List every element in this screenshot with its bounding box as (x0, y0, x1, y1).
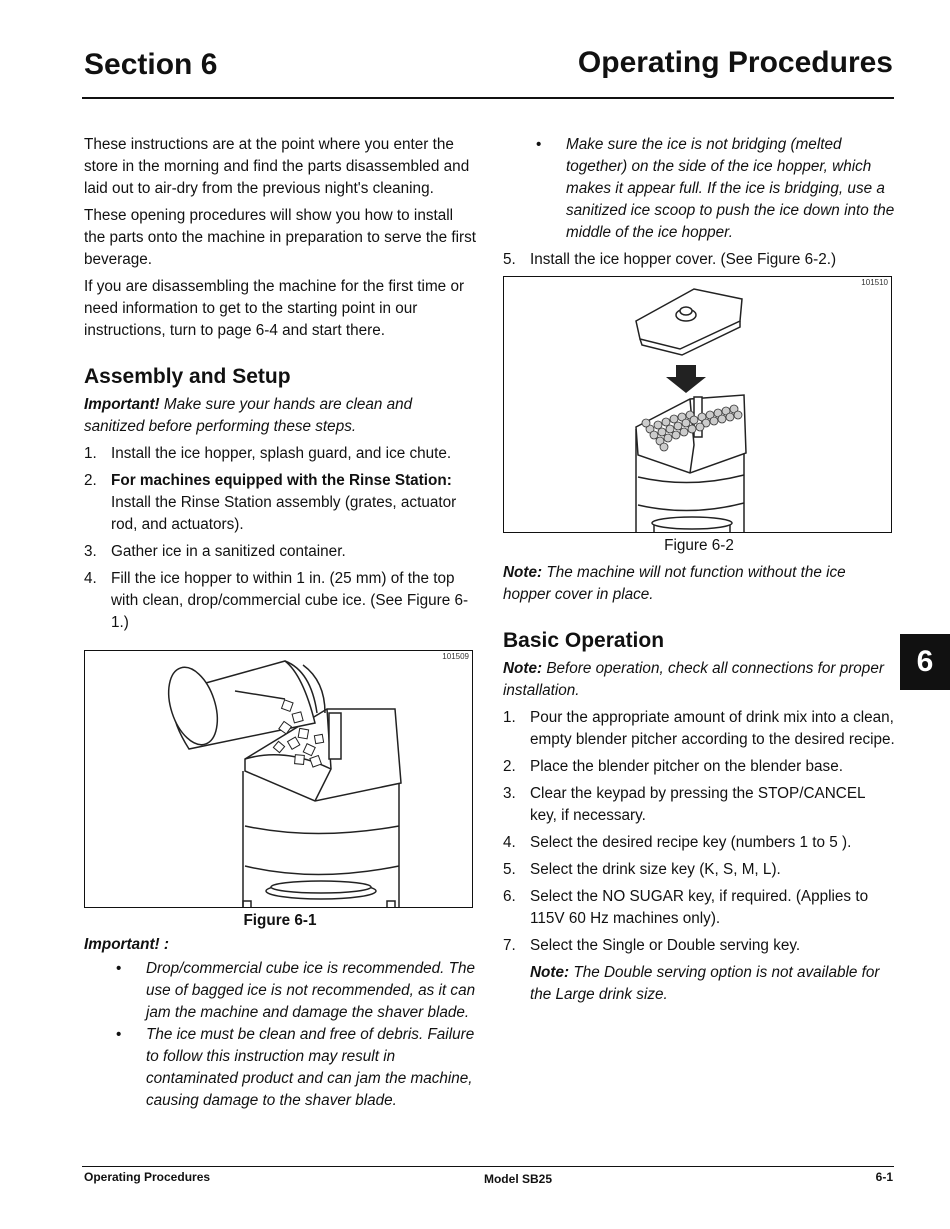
step-number: 4. (503, 834, 516, 851)
hopper-cover-illustration (504, 277, 892, 533)
step-bold-text: For machines equipped with the Rinse Station: (111, 472, 452, 489)
note-text: The machine will not function without the ice hopper cover in place. (503, 564, 846, 603)
step-number: 3. (84, 543, 97, 560)
figure-6-1 (84, 650, 473, 908)
step-number: 3. (503, 785, 516, 802)
bridging-bullet (503, 134, 895, 244)
list-item (84, 470, 476, 536)
list-item (84, 541, 476, 563)
note-text: Before operation, check all connections for proper installation. (503, 660, 884, 699)
footer-section-name: Operating Procedures (84, 1170, 211, 1184)
step-text: Install the ice hopper, splash guard, and ice chute. (111, 445, 452, 462)
important-label: Important! (84, 396, 160, 413)
step-text: Select the Single or Double serving key. (530, 937, 801, 954)
important-note (84, 394, 476, 438)
bullet-dot: • (536, 136, 542, 153)
step-text: Install the Rinse Station assembly (grates, actuator rod, and actuators). (111, 494, 457, 533)
step-number: 7. (503, 937, 516, 954)
note-double-serving (503, 962, 895, 1006)
step-text: Clear the keypad by pressing the STOP/CANCEL key, if necessary. (530, 785, 865, 824)
list-item (116, 1024, 476, 1112)
list-item (503, 832, 895, 854)
note-label: Note: (503, 564, 543, 581)
basic-operation-heading: Basic Operation (503, 629, 665, 652)
figure-ref-number: 101510 (861, 278, 888, 287)
step-text: Select the desired recipe key (numbers 1 to 5 ). (530, 834, 852, 851)
intro-paragraph-2: These opening procedures will show you how to install the parts onto the machine in preparation to serve the first beverage. (84, 207, 476, 268)
important-text: Make sure your hands are clean and sanitized before performing these steps. (84, 396, 413, 435)
list-item (503, 249, 895, 271)
figure-6-2 (503, 276, 892, 533)
step-number: 5. (503, 251, 516, 268)
step-text: Gather ice in a sanitized container. (111, 543, 346, 560)
list-item (503, 859, 895, 881)
page-number: 6-1 (875, 1170, 893, 1184)
step-text: Fill the ice hopper to within 1 in. (25 mm) of the top with clean, drop/commercial cube ice. (See Figure 6-1.) (111, 570, 469, 631)
figure-ref-number: 101509 (442, 652, 469, 661)
section-tab: 6 (900, 634, 950, 690)
bullet-text: Make sure the ice is not bridging (melted together) on the side of the ice hopper, which makes it appear full. If the ice is bridging, use a sanitized ice scoop to push the ice down into the middle of the ice hopper. (566, 136, 895, 241)
step-number: 2. (503, 758, 516, 775)
note-label: Note: (503, 660, 543, 677)
note-text: The Double serving option is not available for the Large drink size. (530, 964, 880, 1003)
list-item (536, 134, 895, 244)
step-5 (503, 249, 895, 271)
step-number: 4. (84, 570, 97, 587)
header-rule (82, 97, 894, 99)
list-item (84, 568, 476, 634)
step-text: Pour the appropriate amount of drink mix into a clean, empty blender pitcher according to the desired recipe. (530, 709, 895, 748)
bullet-dot: • (116, 1026, 122, 1043)
important-bullets (84, 958, 476, 1112)
bullet-text: The ice must be clean and free of debris. Failure to follow this instruction may result in contaminated product and can jam the machine, causing damage to the shaver blade. (146, 1026, 475, 1109)
list-item (503, 935, 895, 957)
operation-steps (503, 707, 895, 957)
step-number: 6. (503, 888, 516, 905)
step-number: 5. (503, 861, 516, 878)
step-text: Place the blender pitcher on the blender base. (530, 758, 843, 775)
list-item (84, 443, 476, 465)
section-number: Section 6 (84, 48, 218, 81)
assembly-heading: Assembly and Setup (84, 365, 291, 388)
figure-6-1-caption: Figure 6-1 (243, 912, 317, 929)
list-item (116, 958, 476, 1024)
footer-rule (82, 1166, 894, 1167)
bullet-dot: • (116, 960, 122, 977)
left-column (84, 134, 476, 1112)
footer-model: Model SB25 (483, 1172, 552, 1186)
assembly-steps (84, 443, 476, 634)
list-item (503, 886, 895, 930)
step-number: 2. (84, 472, 97, 489)
page-title: Operating Procedures (577, 46, 893, 79)
note-connections (503, 658, 895, 702)
step-text: Select the NO SUGAR key, if required. (Applies to 115V 60 Hz machines only). (530, 888, 869, 927)
step-text: Install the ice hopper cover. (See Figure 6-2.) (530, 251, 837, 268)
bullet-text: Drop/commercial cube ice is recommended. The use of bagged ice is not recommended, as it can jam the machine and damage the shaver blade. (146, 960, 476, 1021)
note-cover (503, 562, 895, 606)
list-item (503, 707, 895, 751)
intro-paragraph-3: If you are disassembling the machine for the first time or need information to get to the starting point in our instructions, turn to page 6-4 and start there. (84, 278, 465, 339)
list-item (503, 756, 895, 778)
figure-6-2-caption: Figure 6-2 (664, 537, 734, 554)
step-number: 1. (84, 445, 97, 462)
list-item (503, 783, 895, 827)
ice-pouring-illustration (85, 651, 473, 908)
important-label-2: Important! : (84, 936, 169, 953)
note-label: Note: (530, 964, 570, 981)
right-column (503, 134, 895, 1011)
step-number: 1. (503, 709, 516, 726)
intro-paragraph-1: These instructions are at the point where you enter the store in the morning and find the parts disassembled and laid out to air-dry from the previous night's cleaning. (84, 136, 470, 197)
step-text: Select the drink size key (K, S, M, L). (530, 861, 781, 878)
